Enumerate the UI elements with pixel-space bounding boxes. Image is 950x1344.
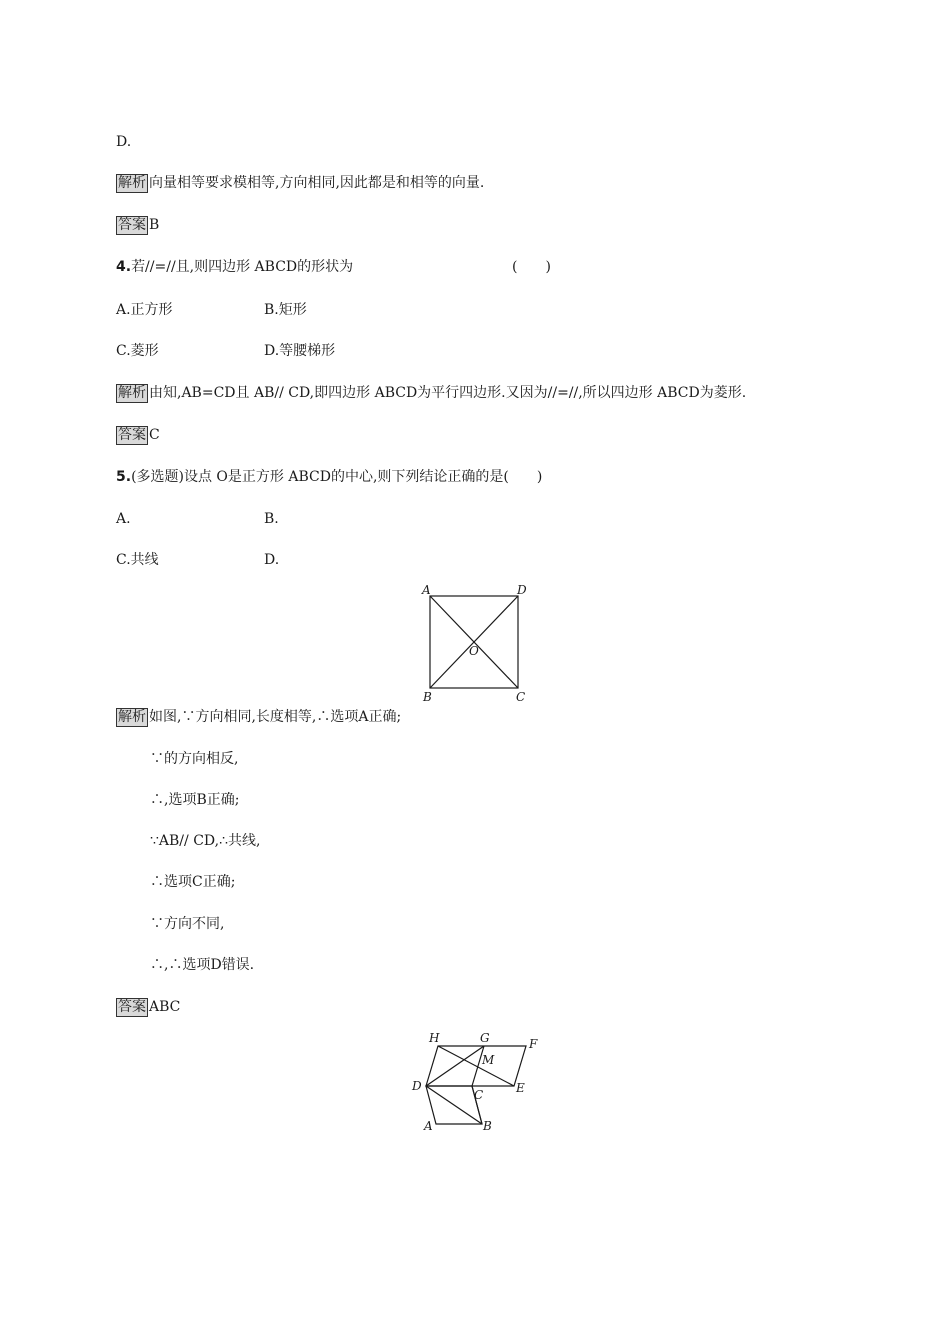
q5-options-row-1 xyxy=(116,509,279,529)
q3-analysis xyxy=(116,173,484,193)
answer-paren: ( ) xyxy=(512,259,551,275)
label-o: O xyxy=(469,644,479,658)
label-f: F xyxy=(529,1037,538,1051)
square-abcd-figure xyxy=(418,580,530,704)
q5-analysis-line-1 xyxy=(116,707,401,727)
q5-answer xyxy=(116,997,180,1017)
analysis-text: 由知,AB=CD且 AB// CD,即四边形 ABCD为平行四边形.又因为//=//,所以四边形 ABCD为菱形. xyxy=(149,385,747,401)
answer-text: ABC xyxy=(149,999,181,1015)
option-b: B. xyxy=(264,511,279,527)
option-a: A.正方形 xyxy=(116,302,173,318)
answer-tag: 答案 xyxy=(118,999,146,1015)
label-b: B xyxy=(483,1119,492,1133)
answer-tag: 答案 xyxy=(118,217,146,233)
q4-analysis xyxy=(116,383,746,403)
q3-answer xyxy=(116,215,159,235)
label-g: G xyxy=(480,1031,490,1045)
option-b: B.矩形 xyxy=(264,302,307,318)
label-b: B xyxy=(423,690,432,704)
analysis-tag: 解析 xyxy=(118,709,146,725)
option-c: C.菱形 xyxy=(116,343,159,359)
label-d: D xyxy=(517,583,527,597)
q4-answer xyxy=(116,425,160,445)
q5-analysis-line-2: ∵的方向相反, xyxy=(150,751,239,767)
answer-text: C xyxy=(149,427,160,443)
q5-analysis-line-6: ∵方向不同, xyxy=(150,916,225,932)
analysis-tag: 解析 xyxy=(118,175,146,191)
label-e: E xyxy=(516,1081,525,1095)
question-number: 4. xyxy=(116,259,132,275)
answer-text: B xyxy=(149,217,160,233)
label-c: C xyxy=(474,1088,484,1102)
analysis-tag: 解析 xyxy=(118,385,146,401)
q3-option-d: D. xyxy=(116,134,132,150)
parallelogram-figure xyxy=(400,1028,550,1136)
question-number: 5. xyxy=(116,469,132,485)
analysis-text: 向量相等要求模相等,方向相同,因此都是和相等的向量. xyxy=(149,175,485,191)
analysis-text: 如图,∵方向相同,长度相等,∴选项A正确; xyxy=(149,709,402,725)
label-d: D xyxy=(412,1079,422,1093)
option-c: C.共线 xyxy=(116,552,159,568)
question-stem: 若//=//且,则四边形 ABCD的形状为 xyxy=(131,259,354,275)
label-h: H xyxy=(429,1031,440,1045)
q4-options-row-1 xyxy=(116,300,307,320)
q5-analysis-line-4: ∵AB// CD,∴共线, xyxy=(150,833,261,849)
q4-stem xyxy=(116,257,551,277)
q5-analysis-line-7: ∴,∴选项D错误. xyxy=(150,957,255,973)
q5-analysis-line-3: ∴,选项B正确; xyxy=(150,792,240,808)
option-a: A. xyxy=(116,511,131,527)
option-d: D.等腰梯形 xyxy=(264,343,336,359)
label-m: M xyxy=(482,1053,495,1067)
question-stem: (多选题)设点 O是正方形 ABCD的中心,则下列结论正确的是( ) xyxy=(131,469,543,485)
q5-stem xyxy=(116,467,542,487)
q5-analysis-line-5: ∴选项C正确; xyxy=(150,874,236,890)
label-c: C xyxy=(516,690,526,704)
option-d: D. xyxy=(264,552,280,568)
q4-options-row-2 xyxy=(116,341,336,361)
label-a: A xyxy=(424,1119,433,1133)
q5-options-row-2 xyxy=(116,550,280,570)
answer-tag: 答案 xyxy=(118,427,146,443)
label-a: A xyxy=(422,583,431,597)
